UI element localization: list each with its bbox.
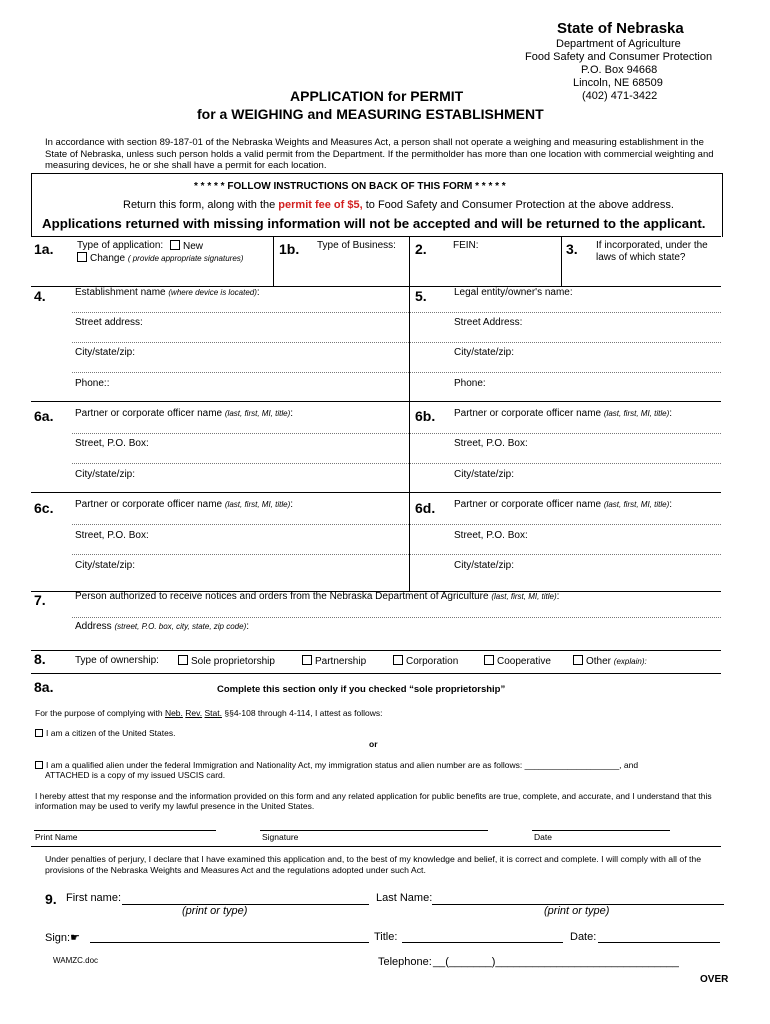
state-title: State of Nebraska [557,20,684,37]
section-6b-number: 6b. [415,408,436,424]
fein-field[interactable]: FEIN: [453,240,479,251]
date-input[interactable] [598,942,720,943]
new-checkbox[interactable] [170,240,180,250]
officer-6c-city-field[interactable]: City/state/zip: [75,560,136,571]
citizen-option[interactable]: I am a citizen of the United States. [35,728,175,738]
purpose-statement: For the purpose of complying with Neb. Rev. Stat. §§4-108 through 4-114, I attest as follows: [35,708,383,718]
agency-city: Lincoln, NE 68509 [573,77,663,89]
cooperative-checkbox[interactable] [484,655,494,665]
sign-label: Sign:☛ [45,932,80,944]
change-checkbox[interactable] [77,252,87,262]
option-other[interactable]: Other (explain): [573,655,647,667]
section-6d-number: 6d. [415,500,436,516]
print-name-field[interactable]: Print Name [35,832,78,842]
title-line1: APPLICATION for PERMIT [290,88,464,104]
owner-phone-field[interactable]: Phone: [454,378,486,389]
option-cooperative[interactable]: Cooperative [484,655,551,667]
incorporation-state-label2[interactable]: laws of which state? [596,252,686,263]
permit-fee: permit fee of $5, [278,199,363,211]
option-change[interactable]: Change ( provide appropriate signatures) [77,252,243,264]
option-corporation[interactable]: Corporation [393,655,458,667]
establishment-city-field[interactable]: City/state/zip: [75,347,136,358]
last-name-label: Last Name: [376,892,433,904]
other-checkbox[interactable] [573,655,583,665]
or-separator: or [369,739,378,749]
title-input[interactable] [402,942,563,943]
section-8a-number: 8a. [34,679,54,695]
owner-city-field[interactable]: City/state/zip: [454,347,515,358]
officer-6d-city-field[interactable]: City/state/zip: [454,560,515,571]
business-type-field[interactable]: Type of Business: [317,240,396,251]
instructions-note: * * * * * FOLLOW INSTRUCTIONS ON BACK OF THIS FORM * * * * * [194,181,506,192]
officer-6c-street-field[interactable]: Street, P.O. Box: [75,530,149,541]
last-name-hint: (print or type) [544,905,610,917]
intro-paragraph: In accordance with section 89-187-01 of the Nebraska Weights and Measures Act, a person shall not operate a weighing and measuring establishment in the State of Nebraska, unless such person holds a valid permit from the Department. If the permitholder has more than one location with commercial weighting and measuring devices, he or she shall have a permit for each location. [45,137,714,171]
corporation-checkbox[interactable] [393,655,403,665]
sign-input[interactable] [90,942,369,943]
notice-address-field[interactable]: Address (street, P.O. box, city, state, zip code): [75,621,250,632]
establishment-street-field[interactable]: Street address: [75,317,143,328]
officer-6a-street-field[interactable]: Street, P.O. Box: [75,438,149,449]
ownership-type-label: Type of ownership: [75,655,159,666]
section-4-number: 4. [34,288,46,304]
application-type-label: Type of application: [77,240,164,251]
section-6c-number: 6c. [34,500,54,516]
officer-6d-name-field[interactable]: Partner or corporate officer name (last, first, MI, title): [454,499,673,510]
division: Food Safety and Consumer Protection [525,51,713,63]
officer-6b-street-field[interactable]: Street, P.O. Box: [454,438,528,449]
section-9-number: 9. [45,891,57,907]
over-indicator: OVER [700,974,729,985]
telephone-input[interactable]: __(_______)______________________________ [433,956,679,968]
first-name-hint: (print or type) [182,905,248,917]
owner-street-field[interactable]: Street Address: [454,317,523,328]
section-7-number: 7. [34,592,46,608]
uscis-card-note: ATTACHED is a copy of my issued USCIS card. [45,770,226,780]
option-new[interactable]: New [170,240,203,252]
perjury-statement: Under penalties of perjury, I declare that I have examined this application and, to the best of my knowledge and belief, it is correct and complete. I will comply with all of the provisions of the Nebraska Weights and Measures Act and the regulations adopted under such Act. [45,854,702,875]
sole-proprietorship-heading: Complete this section only if you checked “sole proprietorship” [217,684,506,695]
warning-note: Applications returned with missing information will not be accepted and will be returned to the applicant. [42,216,706,231]
section-1b-number: 1b. [279,241,300,257]
alien-number-field[interactable]: ____________________ [524,760,620,770]
attest-date-field[interactable]: Date [534,832,552,842]
title-line2: for a WEIGHING and MEASURING ESTABLISHMENT [197,106,544,122]
signature-field[interactable]: Signature [262,832,299,842]
alien-checkbox[interactable] [35,761,43,769]
date-label: Date: [570,931,597,943]
first-name-label: First name: [66,892,122,904]
section-3-number: 3. [566,241,578,257]
section-5-number: 5. [415,288,427,304]
doc-id: WAMZC.doc [53,956,99,965]
attestation: I hereby attest that my response and the information provided on this form and any related application for public benefits are true, complete, and accurate, and I understand that this information may be used to verify my lawful presence in the United States. [35,791,712,811]
citizen-checkbox[interactable] [35,729,43,737]
incorporation-state-label1: If incorporated, under the [596,240,708,251]
officer-6b-city-field[interactable]: City/state/zip: [454,469,515,480]
officer-6b-name-field[interactable]: Partner or corporate officer name (last, first, MI, title): [454,408,673,419]
officer-6c-name-field[interactable]: Partner or corporate officer name (last, first, MI, title): [75,499,294,510]
officer-6a-name-field[interactable]: Partner or corporate officer name (last, first, MI, title): [75,408,294,419]
section-8-number: 8. [34,651,46,667]
po-box: P.O. Box 94668 [581,64,658,76]
establishment-name-field[interactable]: Establishment name (where device is located): [75,287,260,298]
return-note: Return this form, along with the permit fee of $5, to Food Safety and Consumer Protection at the above address. [123,199,674,211]
section-6a-number: 6a. [34,408,54,424]
legal-entity-field[interactable]: Legal entity/owner's name: [454,287,573,298]
officer-6d-street-field[interactable]: Street, P.O. Box: [454,530,528,541]
sole-checkbox[interactable] [178,655,188,665]
telephone-label: Telephone: [378,956,432,968]
alien-option[interactable]: I am a qualified alien under the federal Immigration and Nationality Act, my immigration status and alien number are as follows: ____________________, and [35,760,638,770]
department: Department of Agriculture [556,38,681,50]
option-partnership[interactable]: Partnership [302,655,366,667]
establishment-phone-field[interactable]: Phone:: [75,378,110,389]
agency-phone: (402) 471-3422 [582,90,658,102]
section-2-number: 2. [415,241,427,257]
section-1a-number: 1a. [34,241,54,257]
title-label: Title: [374,931,398,943]
partnership-checkbox[interactable] [302,655,312,665]
option-sole-proprietorship[interactable]: Sole proprietorship [178,655,275,667]
officer-6a-city-field[interactable]: City/state/zip: [75,469,136,480]
notice-person-field[interactable]: Person authorized to receive notices and orders from the Nebraska Department of Agriculture (last, first, MI, title): [75,591,560,602]
